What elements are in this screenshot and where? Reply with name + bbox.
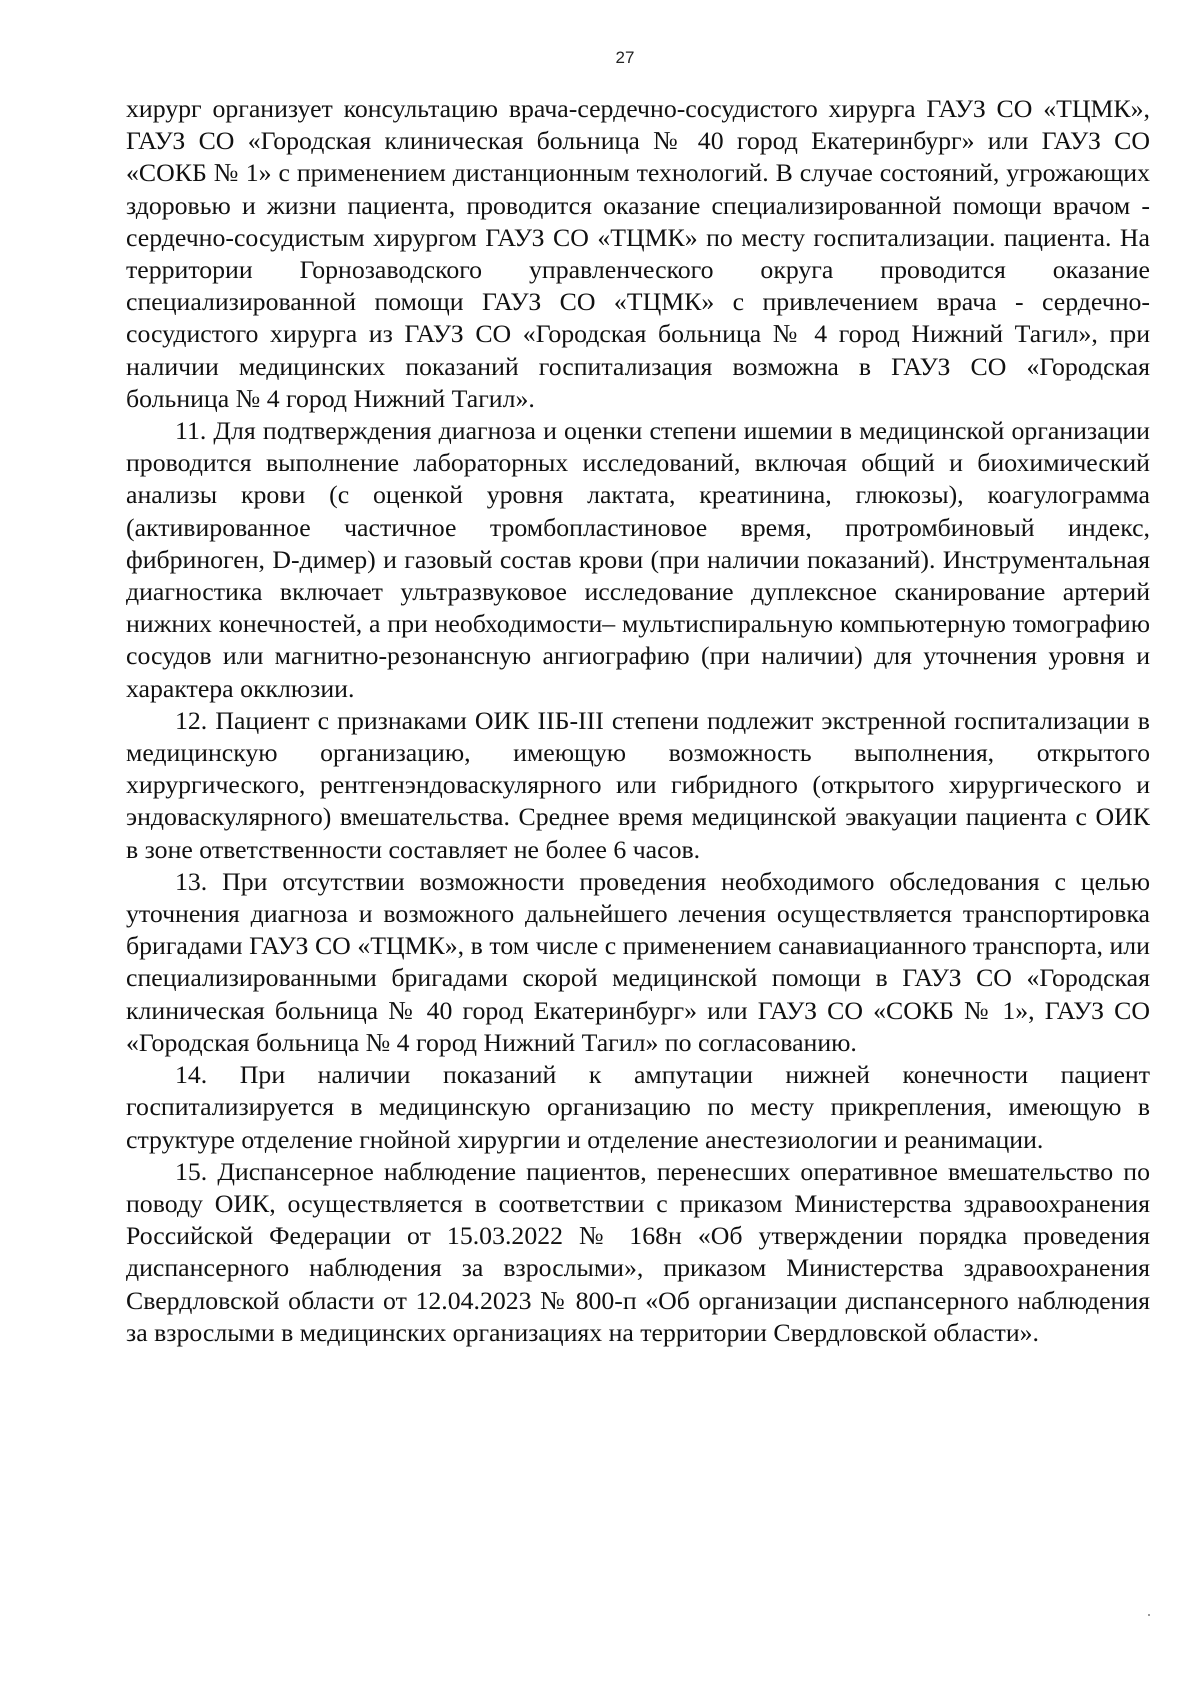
paragraph-15: 15. Диспансерное наблюдение пациентов, перенесших оперативное вмешательство по поводу ОИК, осуществляется в соответствии с приказом Министерства здравоохранения Российской Федерации от 15.03.2022 № 168н «Об утверждении порядка проведения диспансерного наблюдения за взрослыми», приказом Министерства здравоохранения Свердловской области от 12.04.2023 № 800-п «Об организации диспансерного наблюдения за взрослыми в медицинских организациях на территории Свердловской области». [126,1156,1150,1347]
paragraph-continuation: хирург организует консультацию врача-сердечно-сосудистого хирурга ГАУЗ СО «ТЦМК», ГАУЗ СО «Городская клиническая больница № 40 город Екатеринбург» или ГАУЗ СО «СОКБ № 1» с применением дистанционным технологий. В случае состояний, угрожающих здоровью и жизни пациента, проводится оказание специализированной помощи врачом - сердечно-сосудистым хирургом ГАУЗ СО «ТЦМК» по месту госпитализации. пациента. На территории Горнозаводского управленческого округа проводится оказание специализированной помощи ГАУЗ СО «ТЦМК» с привлечением врача - сердечно-сосудистого хирурга из ГАУЗ СО «Городская больница № 4 город Нижний Тагил», при наличии медицинских показаний госпитализация возможна в ГАУЗ СО «Городская больница № 4 город Нижний Тагил». [126,94,1150,413]
paragraph-11: 11. Для подтверждения диагноза и оценки степени ишемии в медицинской организации проводится выполнение лабораторных исследований, включая общий и биохимический анализы крови (с оценкой уровня лактата, креатинина, глюкозы), коагулограмма (активированное частичное тромбопластиновое время, протромбиновый индекс, фибриноген, D-димер) и газовый состав крови (при наличии показаний). Инструментальная диагностика включает ультразвуковое исследование дуплексное сканирование артерий нижних конечностей, а при необходимости– мультиспиральную компьютерную томографию сосудов или магнитно-резонансную ангиографию (при наличии) для уточнения уровня и характера окклюзии. [126,416,1150,703]
paragraph-14: 14. При наличии показаний к ампутации нижней конечности пациент госпитализируется в медицинскую организацию по месту прикрепления, имеющую в структуре отделение гнойной хирургии и отделение анестезиологии и реанимации. [126,1060,1150,1154]
scan-speck [1148,1614,1150,1616]
page-number: 27 [615,48,635,67]
document-body [126,93,1150,1349]
paragraph-13: 13. При отсутствии возможности проведения необходимого обследования с целью уточнения диагноза и возможного дальнейшего лечения осуществляется транспортировка бригадами ГАУЗ СО «ТЦМК», в том числе с применением санавиацианного транспорта, или специализированными бригадами скорой медицинской помощи в ГАУЗ СО «Городская клиническая больница № 40 город Екатеринбург» или ГАУЗ СО «СОКБ № 1», ГАУЗ СО «Городская больница № 4 город Нижний Тагил» по согласованию. [126,866,1150,1057]
paragraph-12: 12. Пациент с признаками ОИК IIБ-III степени подлежит экстренной госпитализации в медицинскую организацию, имеющую возможность выполнения, открытого хирургического, рентгенэндоваскулярного или гибридного (открытого хирургического и эндоваскулярного) вмешательства. Среднее время медицинской эвакуации пациента с ОИК в зоне ответственности составляет не более 6 часов. [126,705,1150,864]
